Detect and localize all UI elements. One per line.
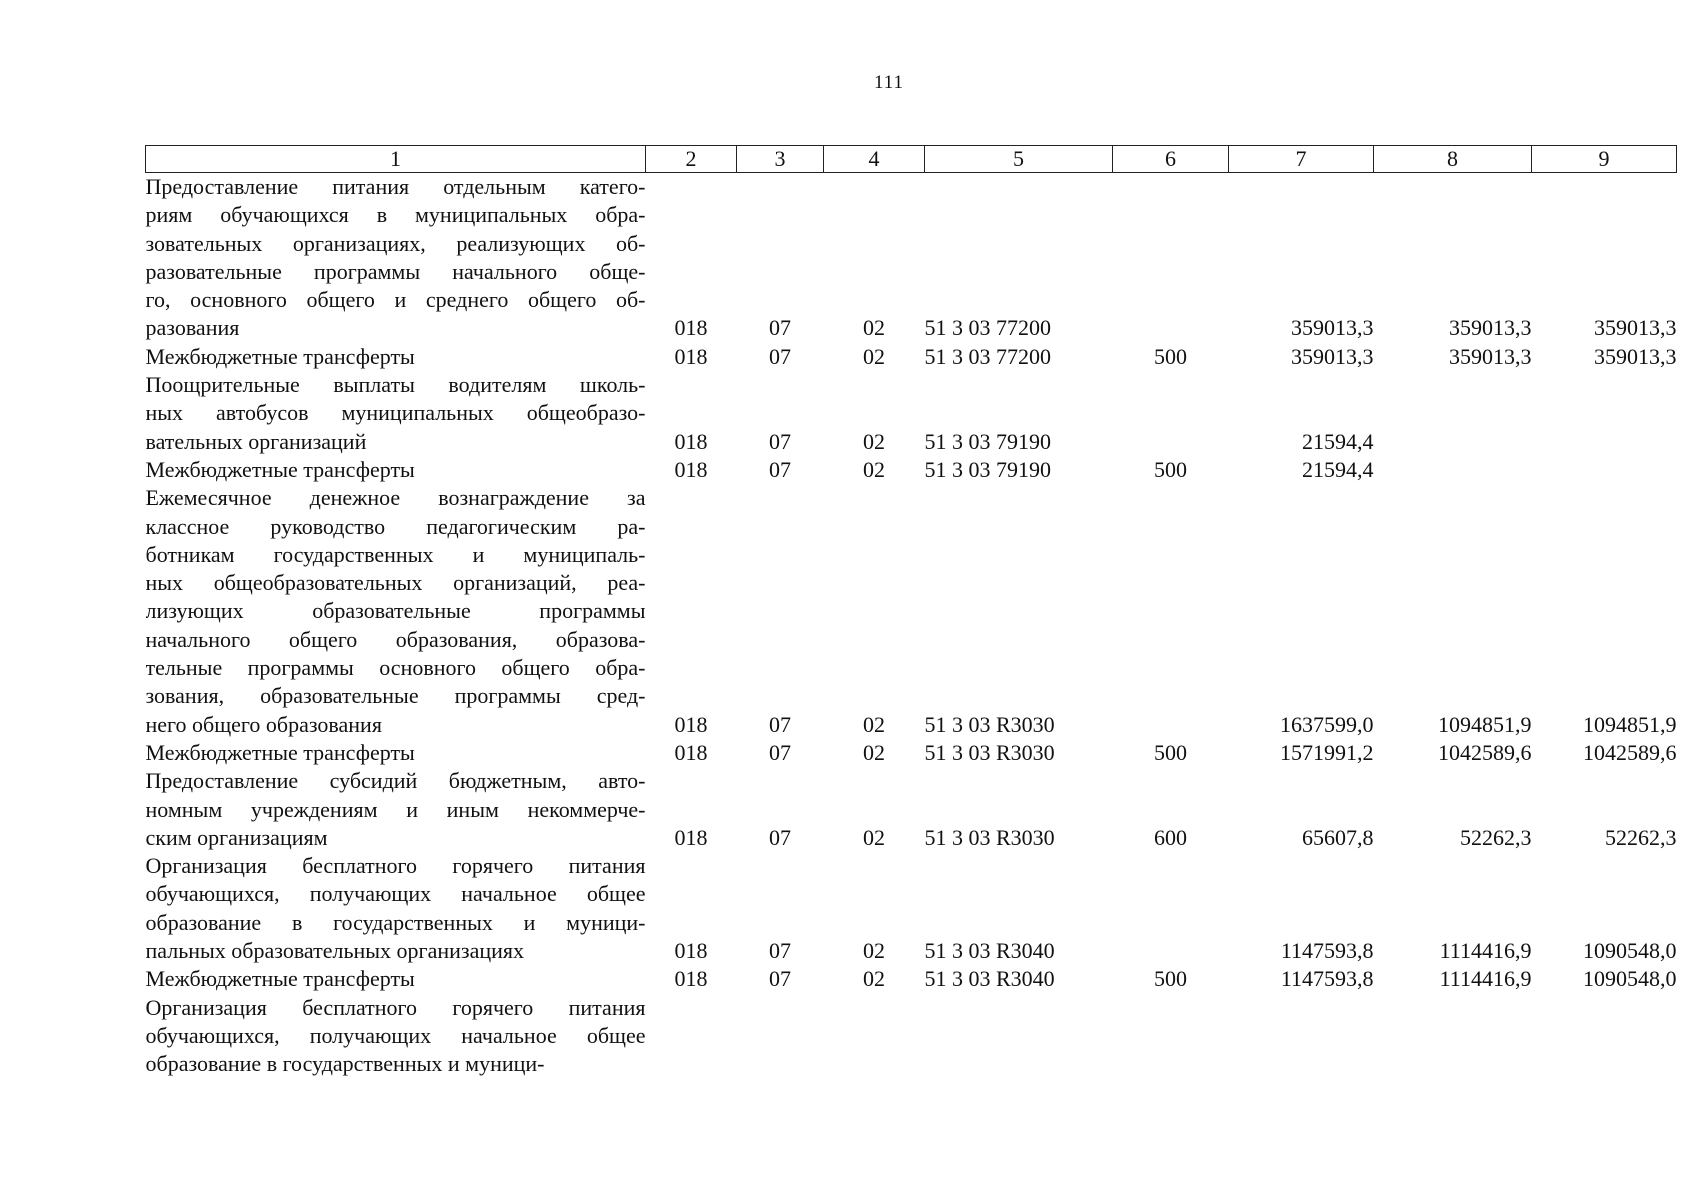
target-article-cell: 51 3 03 R3030 (924, 739, 1055, 765)
amount-2-cell: 359013,3 (1449, 343, 1532, 369)
amount-3-cell: 52262,3 (1605, 824, 1677, 850)
row-name-cell (146, 484, 646, 739)
target-article-cell: 51 3 03 R3030 (924, 824, 1055, 850)
row-name-cell (146, 994, 646, 1079)
ministry-code-cell: 018 (674, 428, 708, 454)
column-header-amount-2: 8 (1374, 146, 1532, 173)
section-code-cell: 07 (769, 428, 791, 454)
row-name-line: Организация бесплатного горячего питания (145, 853, 646, 879)
amount-2-cell (1374, 371, 1532, 456)
row-name-line: тельные программы основного общего обра- (145, 655, 646, 681)
row-name-line: ботникам государственных и муниципаль- (145, 541, 646, 567)
subsection-code-cell: 02 (863, 938, 885, 964)
amount-3-cell: 1042589,6 (1583, 739, 1677, 765)
subsection-code-cell: 02 (863, 315, 885, 341)
ministry-code-cell: 018 (674, 315, 708, 341)
table-body (146, 173, 1677, 1079)
amount-2-cell (1374, 994, 1532, 1079)
ministry-code-cell: 018 (674, 938, 708, 964)
target-article-cell: 51 3 03 79190 (924, 456, 1051, 482)
amount-2-cell: 1094851,9 (1438, 711, 1532, 737)
row-name-line: ных общеобразовательных организаций, реа- (145, 570, 646, 596)
expense-type-cell: 500 (1154, 456, 1187, 482)
section-code-cell: 07 (769, 966, 791, 992)
column-header-target-article: 5 (925, 146, 1113, 173)
target-article-cell: 51 3 03 R3030 (924, 711, 1055, 737)
amount-2-cell: 52262,3 (1460, 824, 1532, 850)
row-name-cell (146, 767, 646, 852)
target-article-cell (925, 994, 1113, 1079)
expense-type-cell: 600 (1154, 824, 1187, 850)
target-article-cell: 51 3 03 79190 (924, 428, 1051, 454)
table-row (146, 456, 1677, 484)
amount-3-cell: 359013,3 (1594, 315, 1677, 341)
subsection-code-cell: 02 (863, 966, 885, 992)
row-name-line: Межбюджетные трансферты (145, 739, 415, 765)
section-code-cell: 07 (769, 739, 791, 765)
amount-1-cell: 1147593,8 (1280, 966, 1374, 992)
table-row (146, 173, 1677, 343)
expense-type-cell: 500 (1154, 343, 1187, 369)
row-name-line: обучающихся, получающих начальное общее (145, 1022, 646, 1048)
row-name-line: ных автобусов муниципальных общеобразо- (145, 400, 646, 426)
target-article-cell: 51 3 03 R3040 (924, 966, 1055, 992)
amount-1-cell (1229, 994, 1374, 1079)
row-name-line: разования (145, 315, 240, 341)
row-name-line: разовательные программы начального обще- (145, 258, 646, 284)
amount-3-cell (1532, 371, 1677, 456)
amount-1-cell: 65607,8 (1302, 824, 1374, 850)
row-name-line: классное руководство педагогическим ра- (145, 513, 646, 539)
row-name-line: Предоставление питания отдельным катего- (145, 174, 646, 199)
amount-1-cell: 21594,4 (1302, 428, 1374, 454)
row-name-line: номным учреждениям и иным некоммерче- (145, 796, 646, 822)
expense-type-cell: 500 (1154, 966, 1187, 992)
amount-2-cell: 1114416,9 (1439, 938, 1532, 964)
amount-3-cell: 359013,3 (1594, 343, 1677, 369)
column-header-section: 3 (737, 146, 824, 173)
target-article-cell: 51 3 03 77200 (924, 315, 1051, 341)
amount-2-cell: 359013,3 (1449, 315, 1532, 341)
row-name-line: Межбюджетные трансферты (145, 456, 415, 482)
row-name-line: риям обучающихся в муниципальных обра- (145, 202, 646, 228)
row-name-line: лизующих образовательные программы (145, 598, 646, 624)
column-header-ministry: 2 (646, 146, 737, 173)
row-name-cell (146, 739, 646, 767)
subsection-code-cell: 02 (863, 343, 885, 369)
column-header-name: 1 (146, 146, 646, 173)
amount-3-cell (1532, 994, 1677, 1079)
amount-2-cell: 1114416,9 (1439, 966, 1532, 992)
row-name-line: ским организациям (145, 824, 328, 850)
row-name-line: обучающихся, получающих начальное общее (145, 881, 646, 907)
row-name-line: Межбюджетные трансферты (145, 966, 415, 992)
section-code-cell: 07 (769, 315, 791, 341)
amount-1-cell: 1571991,2 (1280, 739, 1374, 765)
column-header-amount-1: 7 (1229, 146, 1374, 173)
column-header-subsection: 4 (824, 146, 925, 173)
expense-type-cell (1113, 994, 1229, 1079)
row-name-line: вательных организаций (145, 428, 367, 454)
row-name-cell (146, 173, 646, 343)
row-name-cell (146, 343, 646, 371)
section-code-cell: 07 (769, 938, 791, 964)
section-code-cell: 07 (769, 711, 791, 737)
ministry-code-cell (646, 994, 737, 1079)
amount-2-cell (1374, 456, 1532, 484)
row-name-line: Межбюджетные трансферты (145, 343, 415, 369)
row-name-cell (146, 965, 646, 993)
budget-table (145, 145, 1677, 1079)
row-name-line: зования, образовательные программы сред- (145, 683, 646, 709)
target-article-cell: 51 3 03 77200 (924, 343, 1051, 369)
amount-1-cell: 21594,4 (1302, 456, 1374, 482)
expense-type-cell (1113, 484, 1229, 739)
page-number: 111 (873, 72, 905, 93)
table-row (146, 852, 1677, 965)
subsection-code-cell: 02 (863, 824, 885, 850)
subsection-code-cell: 02 (863, 428, 885, 454)
table-header-row (146, 146, 1677, 173)
ministry-code-cell: 018 (674, 711, 708, 737)
table-row (146, 767, 1677, 852)
amount-3-cell (1532, 456, 1677, 484)
ministry-code-cell: 018 (674, 966, 708, 992)
amount-2-cell: 1042589,6 (1438, 739, 1532, 765)
ministry-code-cell: 018 (674, 739, 708, 765)
row-name-line: зовательных организациях, реализующих об- (145, 230, 646, 256)
amount-3-cell: 1090548,0 (1583, 938, 1677, 964)
row-name-line: Поощрительные выплаты водителям школь- (145, 372, 646, 398)
expense-type-cell (1113, 852, 1229, 965)
row-name-cell (146, 456, 646, 484)
subsection-code-cell: 02 (863, 711, 885, 737)
column-header-amount-3: 9 (1532, 146, 1677, 173)
row-name-line: начального общего образования, образова- (145, 626, 646, 652)
row-name-line: Предоставление субсидий бюджетным, авто- (145, 768, 646, 794)
table-row (146, 994, 1677, 1079)
ministry-code-cell: 018 (674, 456, 708, 482)
row-name-cell (146, 852, 646, 965)
amount-1-cell: 359013,3 (1291, 343, 1374, 369)
table-row (146, 343, 1677, 371)
section-code-cell: 07 (769, 343, 791, 369)
expense-type-cell (1113, 371, 1229, 456)
subsection-code-cell (824, 994, 925, 1079)
row-name-line: образование в государственных и муници- (145, 909, 646, 935)
row-name-line: Организация бесплатного горячего питания (145, 994, 646, 1020)
subsection-code-cell: 02 (863, 456, 885, 482)
ministry-code-cell: 018 (674, 343, 708, 369)
row-name-line: образование в государственных и муници- (145, 1051, 545, 1077)
expense-type-cell: 500 (1154, 739, 1187, 765)
row-name-line: него общего образования (145, 711, 382, 737)
amount-3-cell: 1094851,9 (1583, 711, 1677, 737)
row-name-cell (146, 371, 646, 456)
row-name-line: Ежемесячное денежное вознаграждение за (145, 485, 646, 511)
table-row (146, 965, 1677, 993)
table-row (146, 371, 1677, 456)
amount-1-cell: 359013,3 (1291, 315, 1374, 341)
ministry-code-cell: 018 (674, 824, 708, 850)
subsection-code-cell: 02 (863, 739, 885, 765)
table-row (146, 484, 1677, 739)
amount-1-cell: 1147593,8 (1280, 938, 1374, 964)
expense-type-cell (1113, 173, 1229, 343)
column-header-expense-type: 6 (1113, 146, 1229, 173)
section-code-cell: 07 (769, 456, 791, 482)
target-article-cell: 51 3 03 R3040 (924, 938, 1055, 964)
amount-1-cell: 1637599,0 (1280, 711, 1374, 737)
table-row (146, 739, 1677, 767)
row-name-line: го, основного общего и среднего общего об- (145, 287, 646, 313)
row-name-line: пальных образовательных организациях (145, 938, 525, 964)
section-code-cell: 07 (769, 824, 791, 850)
amount-3-cell: 1090548,0 (1583, 966, 1677, 992)
section-code-cell (737, 994, 824, 1079)
